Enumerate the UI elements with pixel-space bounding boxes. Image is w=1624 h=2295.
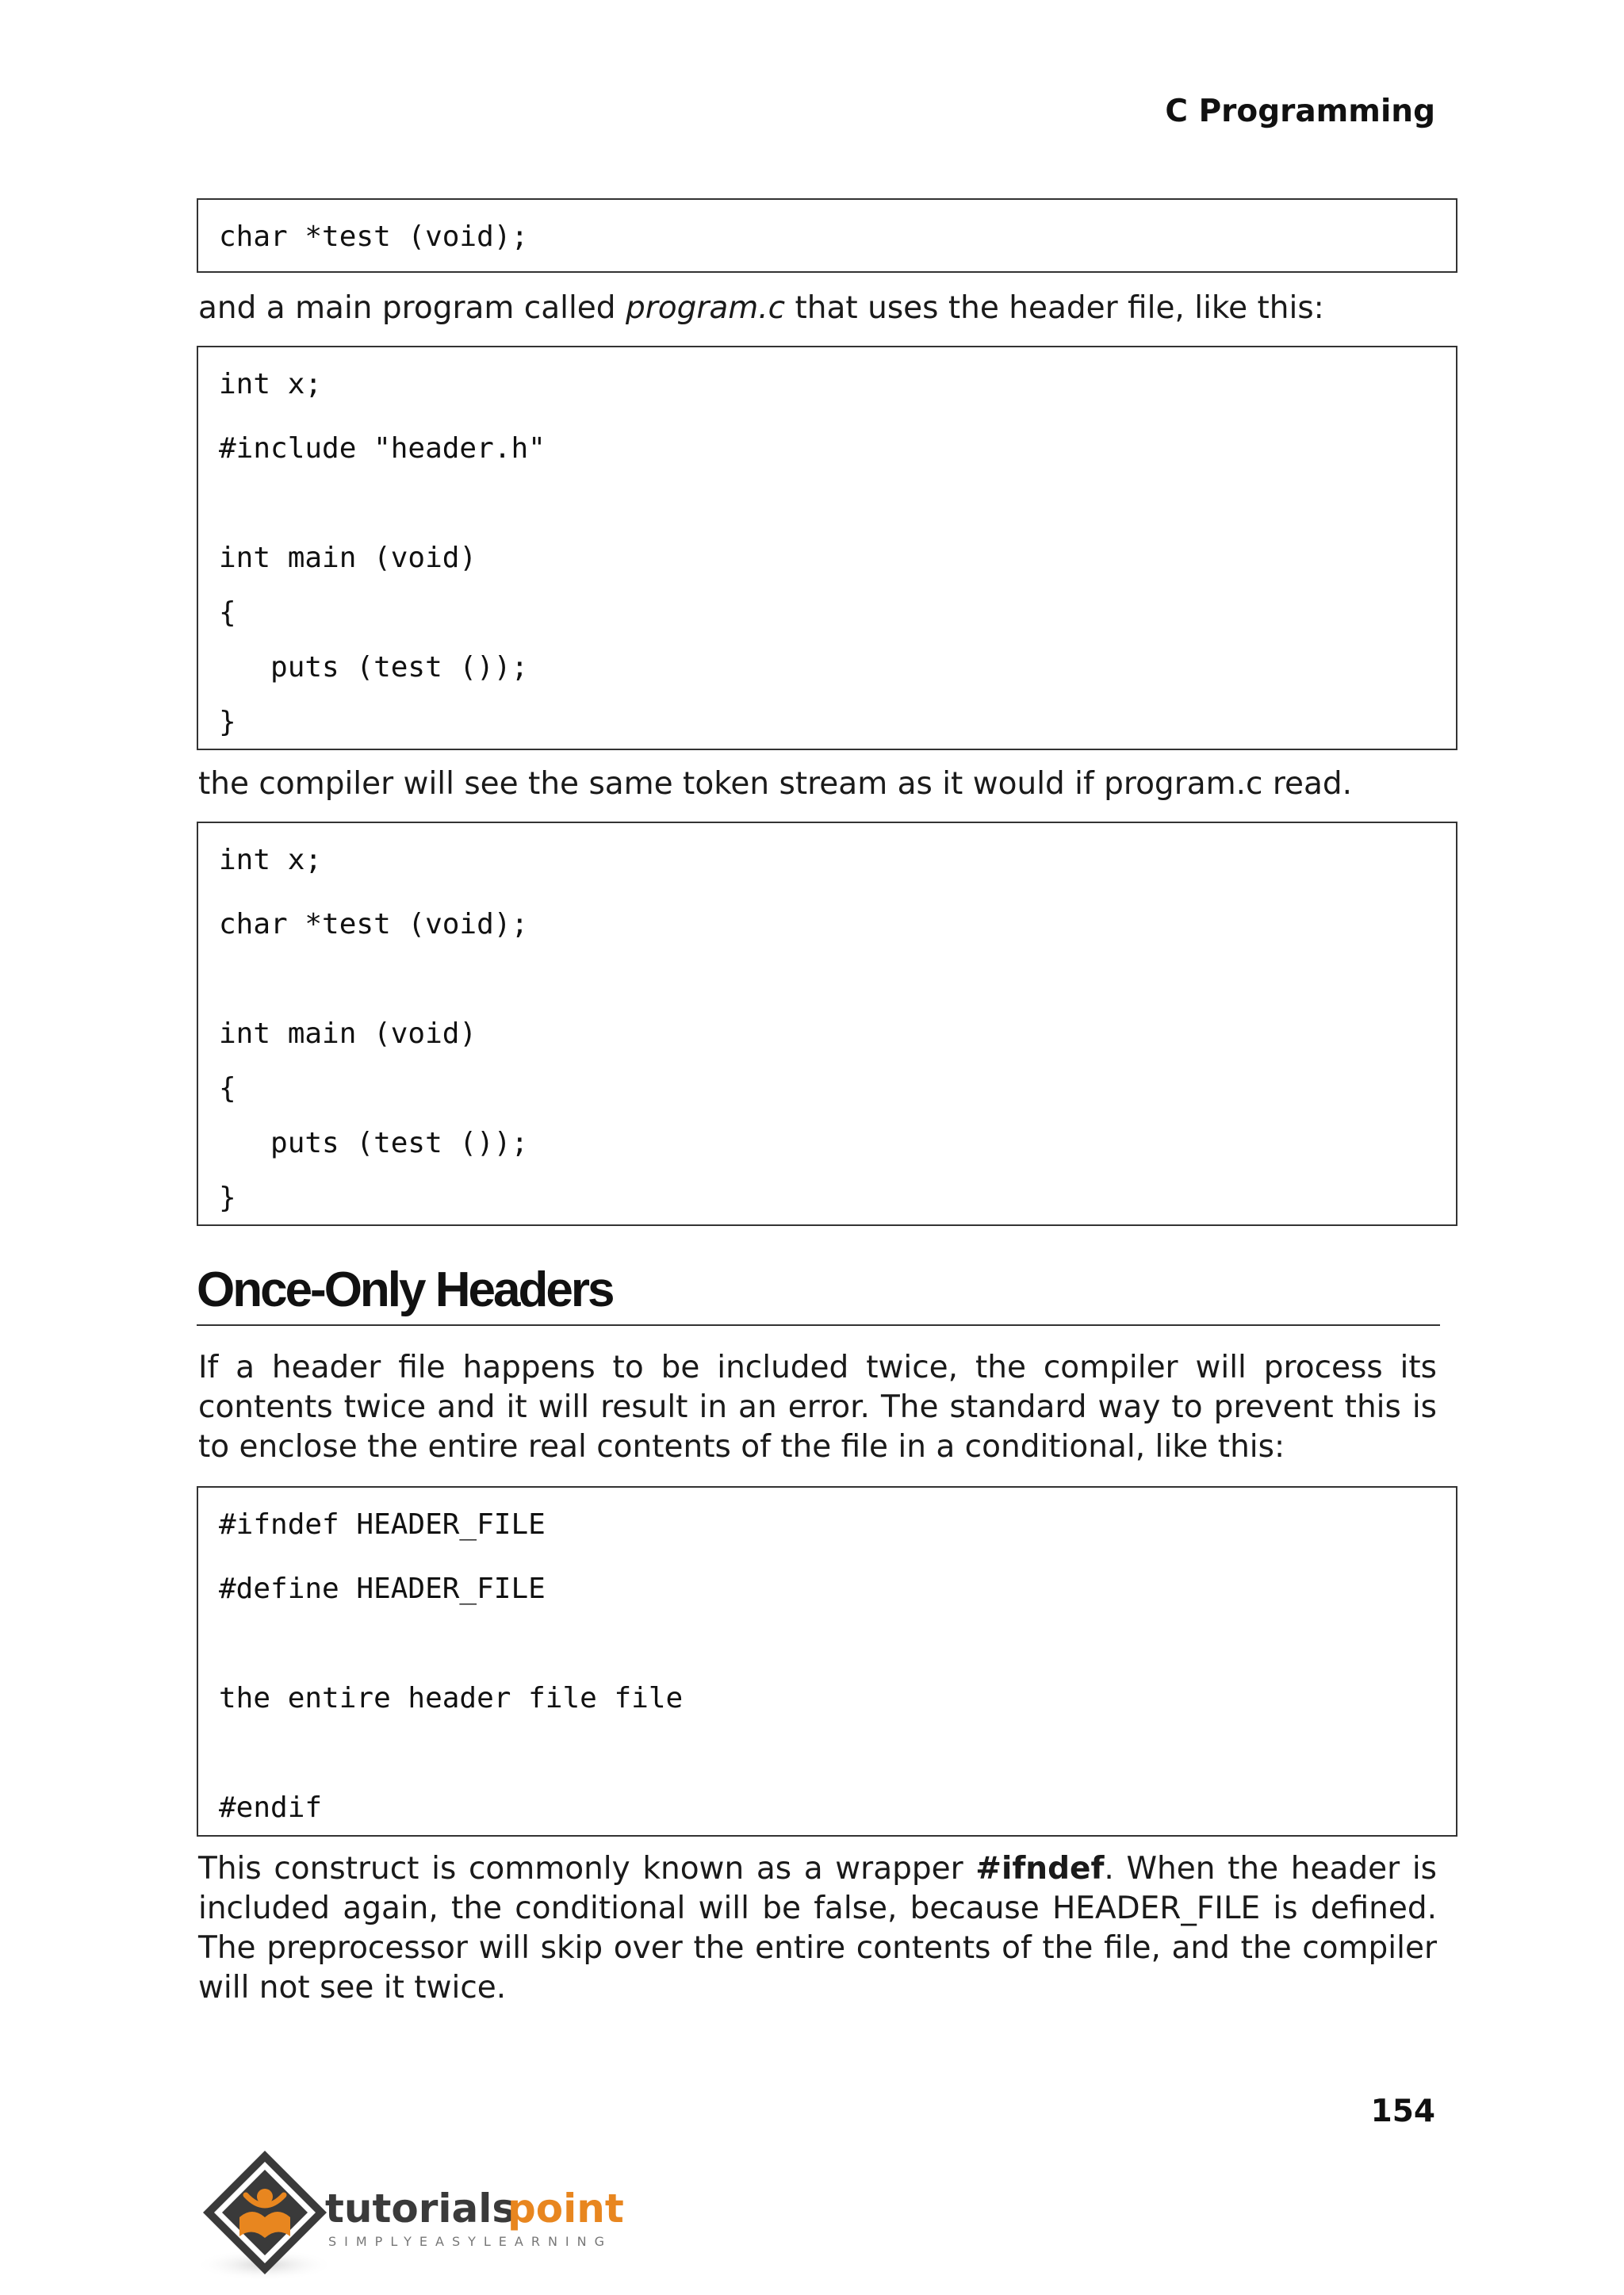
text-run: . When the header is included again, the conditional will be false, because HEADER_FILE is defined. The preprocessor will skip over the entire contents of the file, and the compiler will not see it twice. xyxy=(198,1851,1438,2006)
logo-tagline: SIMPLYEASYLEARNING xyxy=(328,2234,613,2249)
code-block-expanded xyxy=(197,822,1457,1226)
code-line: int main (void) xyxy=(219,542,477,574)
code-block-declaration xyxy=(197,198,1457,273)
section-heading: Once-Only Headers xyxy=(197,1261,1440,1326)
code-line: int x; xyxy=(219,368,323,400)
code-line: } xyxy=(219,1182,236,1214)
code-line: #ifndef HEADER_FILE xyxy=(219,1508,546,1541)
page-number: 154 xyxy=(1370,2094,1435,2129)
code-block-program xyxy=(197,346,1457,750)
italic-filename: program.c xyxy=(625,290,786,326)
paragraph-included-twice: If a header file happens to be included twice, the compiler will process its contents twice and it will result in an error. The standard way to prevent this is to enclose the entire real contents of the file in a conditional, like this: xyxy=(198,1350,1437,1465)
text-run: that uses the header file, like this: xyxy=(785,290,1324,326)
tutorialspoint-logo xyxy=(197,2147,641,2282)
bold-keyword: #ifndef xyxy=(975,1851,1105,1887)
code-line: puts (test ()); xyxy=(219,1127,529,1159)
logo-wordmark-point: point xyxy=(508,2186,624,2232)
code-line: int main (void) xyxy=(219,1017,477,1050)
code-line: puts (test ()); xyxy=(219,651,529,684)
code-line: #endif xyxy=(219,1791,323,1824)
code-line: the entire header file file xyxy=(219,1682,684,1715)
code-line: { xyxy=(219,596,236,629)
code-block-ifndef xyxy=(197,1486,1457,1837)
code-line: #define HEADER_FILE xyxy=(219,1573,546,1605)
logo-wordmark-tutorials: tutorials xyxy=(325,2186,516,2232)
text-run: This construct is commonly known as a wrapper xyxy=(198,1851,976,1887)
code-line: char *test (void); xyxy=(219,220,529,253)
code-line: int x; xyxy=(219,844,323,876)
code-line: #include "header.h" xyxy=(219,432,546,465)
code-line: } xyxy=(219,706,236,738)
code-line xyxy=(219,1726,1456,1780)
text-run: and a main program called xyxy=(198,290,626,326)
code-line xyxy=(219,952,1456,1006)
code-line xyxy=(219,1616,1456,1671)
code-line xyxy=(219,476,1456,531)
paragraph-main-program xyxy=(198,289,1437,328)
paragraph-wrapper-ifndef xyxy=(198,1849,1437,2008)
paragraph-token-stream: the compiler will see the same token stream as it would if program.c read. xyxy=(198,766,1353,802)
code-line: { xyxy=(219,1072,236,1105)
running-header: C Programming xyxy=(1165,94,1435,129)
code-line: char *test (void); xyxy=(219,908,529,941)
